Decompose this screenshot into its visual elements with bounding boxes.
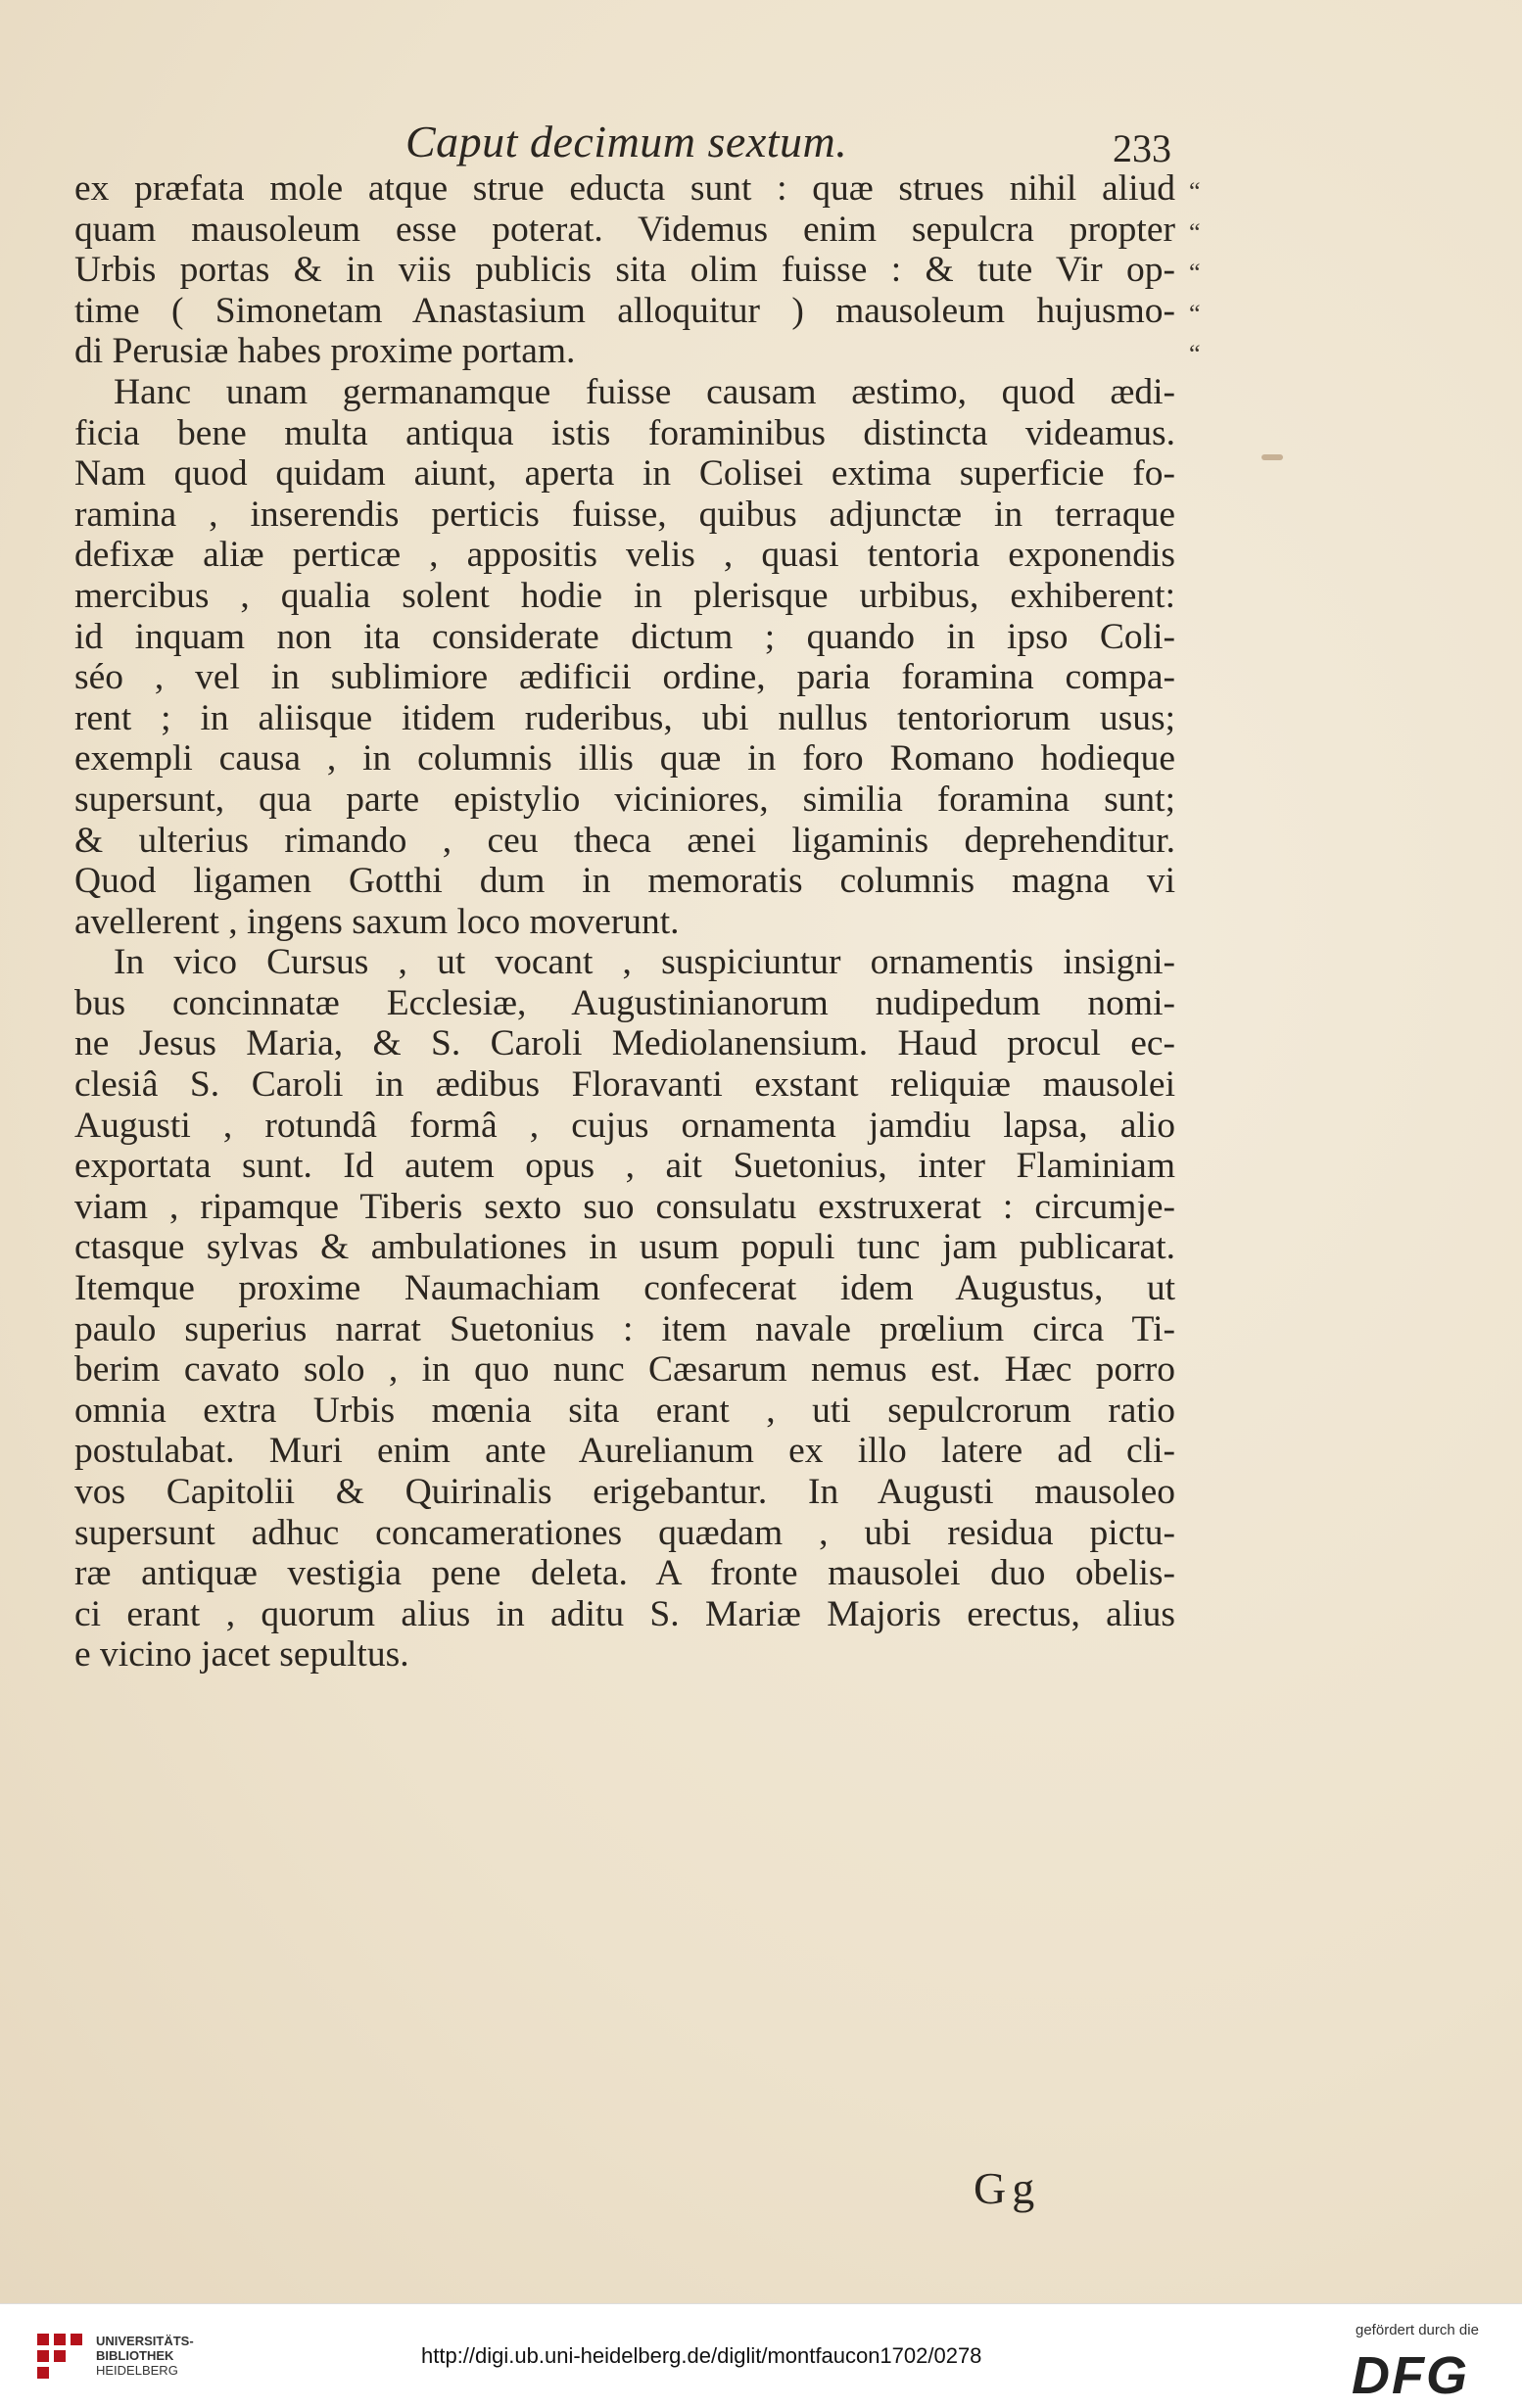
library-line-2: BIBLIOTHEK [96,2348,174,2363]
ink-smudge [1261,454,1283,460]
library-line-3: HEIDELBERG [96,2363,178,2378]
text-line: bus concinnatæ Ecclesiæ, Augustinianorum nudipedum nomi- [74,982,1175,1023]
text-line: omnia extra Urbis mœnia sita erant , uti sepulcrorum ratio [74,1390,1175,1431]
text-line: supersunt, qua parte epistylio viciniores, similia foramina sunt; [74,779,1175,820]
text-line: defixæ aliæ perticæ , appositis velis , quasi tentoria exponendis [74,535,1175,576]
text-line: Hanc unam germanamque fuisse causam æstimo, quod ædi- [114,371,1175,412]
text-line: ne Jesus Maria, & S. Caroli Mediolanensium. Haud procul ec- [74,1023,1175,1064]
university-library-logo-icon [35,2332,84,2381]
text-line: ctasque sylvas & ambulationes in usum populi tunc jam publicarat. [74,1227,1175,1268]
quote-mark: “ [1189,299,1201,328]
text-line: paulo superius narrat Suetonius : item navale prœlium circa Ti- [74,1308,1175,1349]
marginal-quote-marks [1189,168,1218,372]
sponsor-caption: gefördert durch die [1356,2322,1479,2338]
text-line: time ( Simonetam Anastasium alloquitur ) mausoleum hujusmo- [74,290,1175,331]
text-line: Quod ligamen Gotthi dum in memoratis columnis magna vi [74,861,1175,902]
text-line: ex præfata mole atque strue educta sunt : quæ strues nihil aliud [74,168,1175,209]
quote-mark: “ [1189,259,1201,288]
quote-mark: “ [1189,340,1201,369]
text-line: viam , ripamque Tiberis sexto suo consulatu exstruxerat : circumje- [74,1186,1175,1227]
text-line: supersunt adhuc concamerationes quædam , ubi residua pictu- [74,1512,1175,1553]
library-name [96,2334,194,2378]
text-line: clesiâ S. Caroli in ædibus Floravanti exstant reliquiæ mausolei [74,1064,1175,1106]
text-line: séo , vel in sublimiore ædificii ordine, paria foramina compa- [74,657,1175,698]
text-line: vos Capitolii & Quirinalis erigebantur. In Augusti mausoleo [74,1472,1175,1512]
text-line: Nam quod quidam aiunt, aperta in Colisei extima superficie fo- [74,453,1175,495]
text-line: postulabat. Muri enim ante Aurelianum ex illo latere ad cli- [74,1431,1175,1472]
permalink-url[interactable]: http://digi.ub.uni-heidelberg.de/diglit/montfaucon1702/0278 [421,2343,982,2368]
body-text [74,168,1175,1676]
quote-mark: “ [1189,217,1201,247]
text-line: berim cavato solo , in quo nunc Cæsarum nemus est. Hæc porro [74,1349,1175,1391]
page-number: 233 [1113,126,1171,170]
signature-mark: Gg [974,2163,1041,2213]
digitization-footer [0,2303,1522,2408]
running-title: Caput decimum sextum. [405,117,848,166]
text-line: ci erant , quorum alius in aditu S. Mariæ Majoris erectus, alius [74,1593,1175,1634]
text-line: Urbis portas & in viis publicis sita olim fuisse : & tute Vir op- [74,250,1175,291]
text-line: ræ antiquæ vestigia pene deleta. A fronte mausolei duo obelis- [74,1553,1175,1594]
text-line: avellerent , ingens saxum loco moverunt. [74,901,680,942]
text-line: e vicino jacet sepultus. [74,1634,409,1676]
text-line: mercibus , qualia solent hodie in plerisque urbibus, exhiberent: [74,575,1175,616]
quote-mark: “ [1189,177,1201,206]
text-line: ficia bene multa antiqua istis foraminibus distincta videamus. [74,412,1175,453]
text-line: In vico Cursus , ut vocant , suspiciuntur ornamentis insigni- [114,942,1175,983]
text-line: exempli causa , in columnis illis quæ in foro Romano hodieque [74,738,1175,779]
text-line: di Perusiæ habes proxime portam. [74,331,576,372]
text-line: Itemque proxime Naumachiam confecerat idem Augustus, ut [74,1268,1175,1309]
library-line-1: UNIVERSITÄTS- [96,2334,194,2348]
text-line: Augusti , rotundâ formâ , cujus ornamenta jamdiu lapsa, alio [74,1105,1175,1146]
page-header [0,116,1522,174]
text-line: ramina , inserendis perticis fuisse, quibus adjunctæ in terraque [74,494,1175,535]
text-line: rent ; in aliisque itidem ruderibus, ubi nullus tentoriorum usus; [74,697,1175,738]
text-line: id inquam non ita considerate dictum ; quando in ipso Coli- [74,616,1175,657]
text-line: exportata sunt. Id autem opus , ait Suetonius, inter Flaminiam [74,1146,1175,1187]
text-line: & ulterius rimando , ceu theca ænei ligaminis deprehenditur. [74,820,1175,861]
dfg-logo: DFG [1352,2346,1469,2405]
text-line: quam mausoleum esse poterat. Videmus enim sepulcra propter [74,209,1175,250]
